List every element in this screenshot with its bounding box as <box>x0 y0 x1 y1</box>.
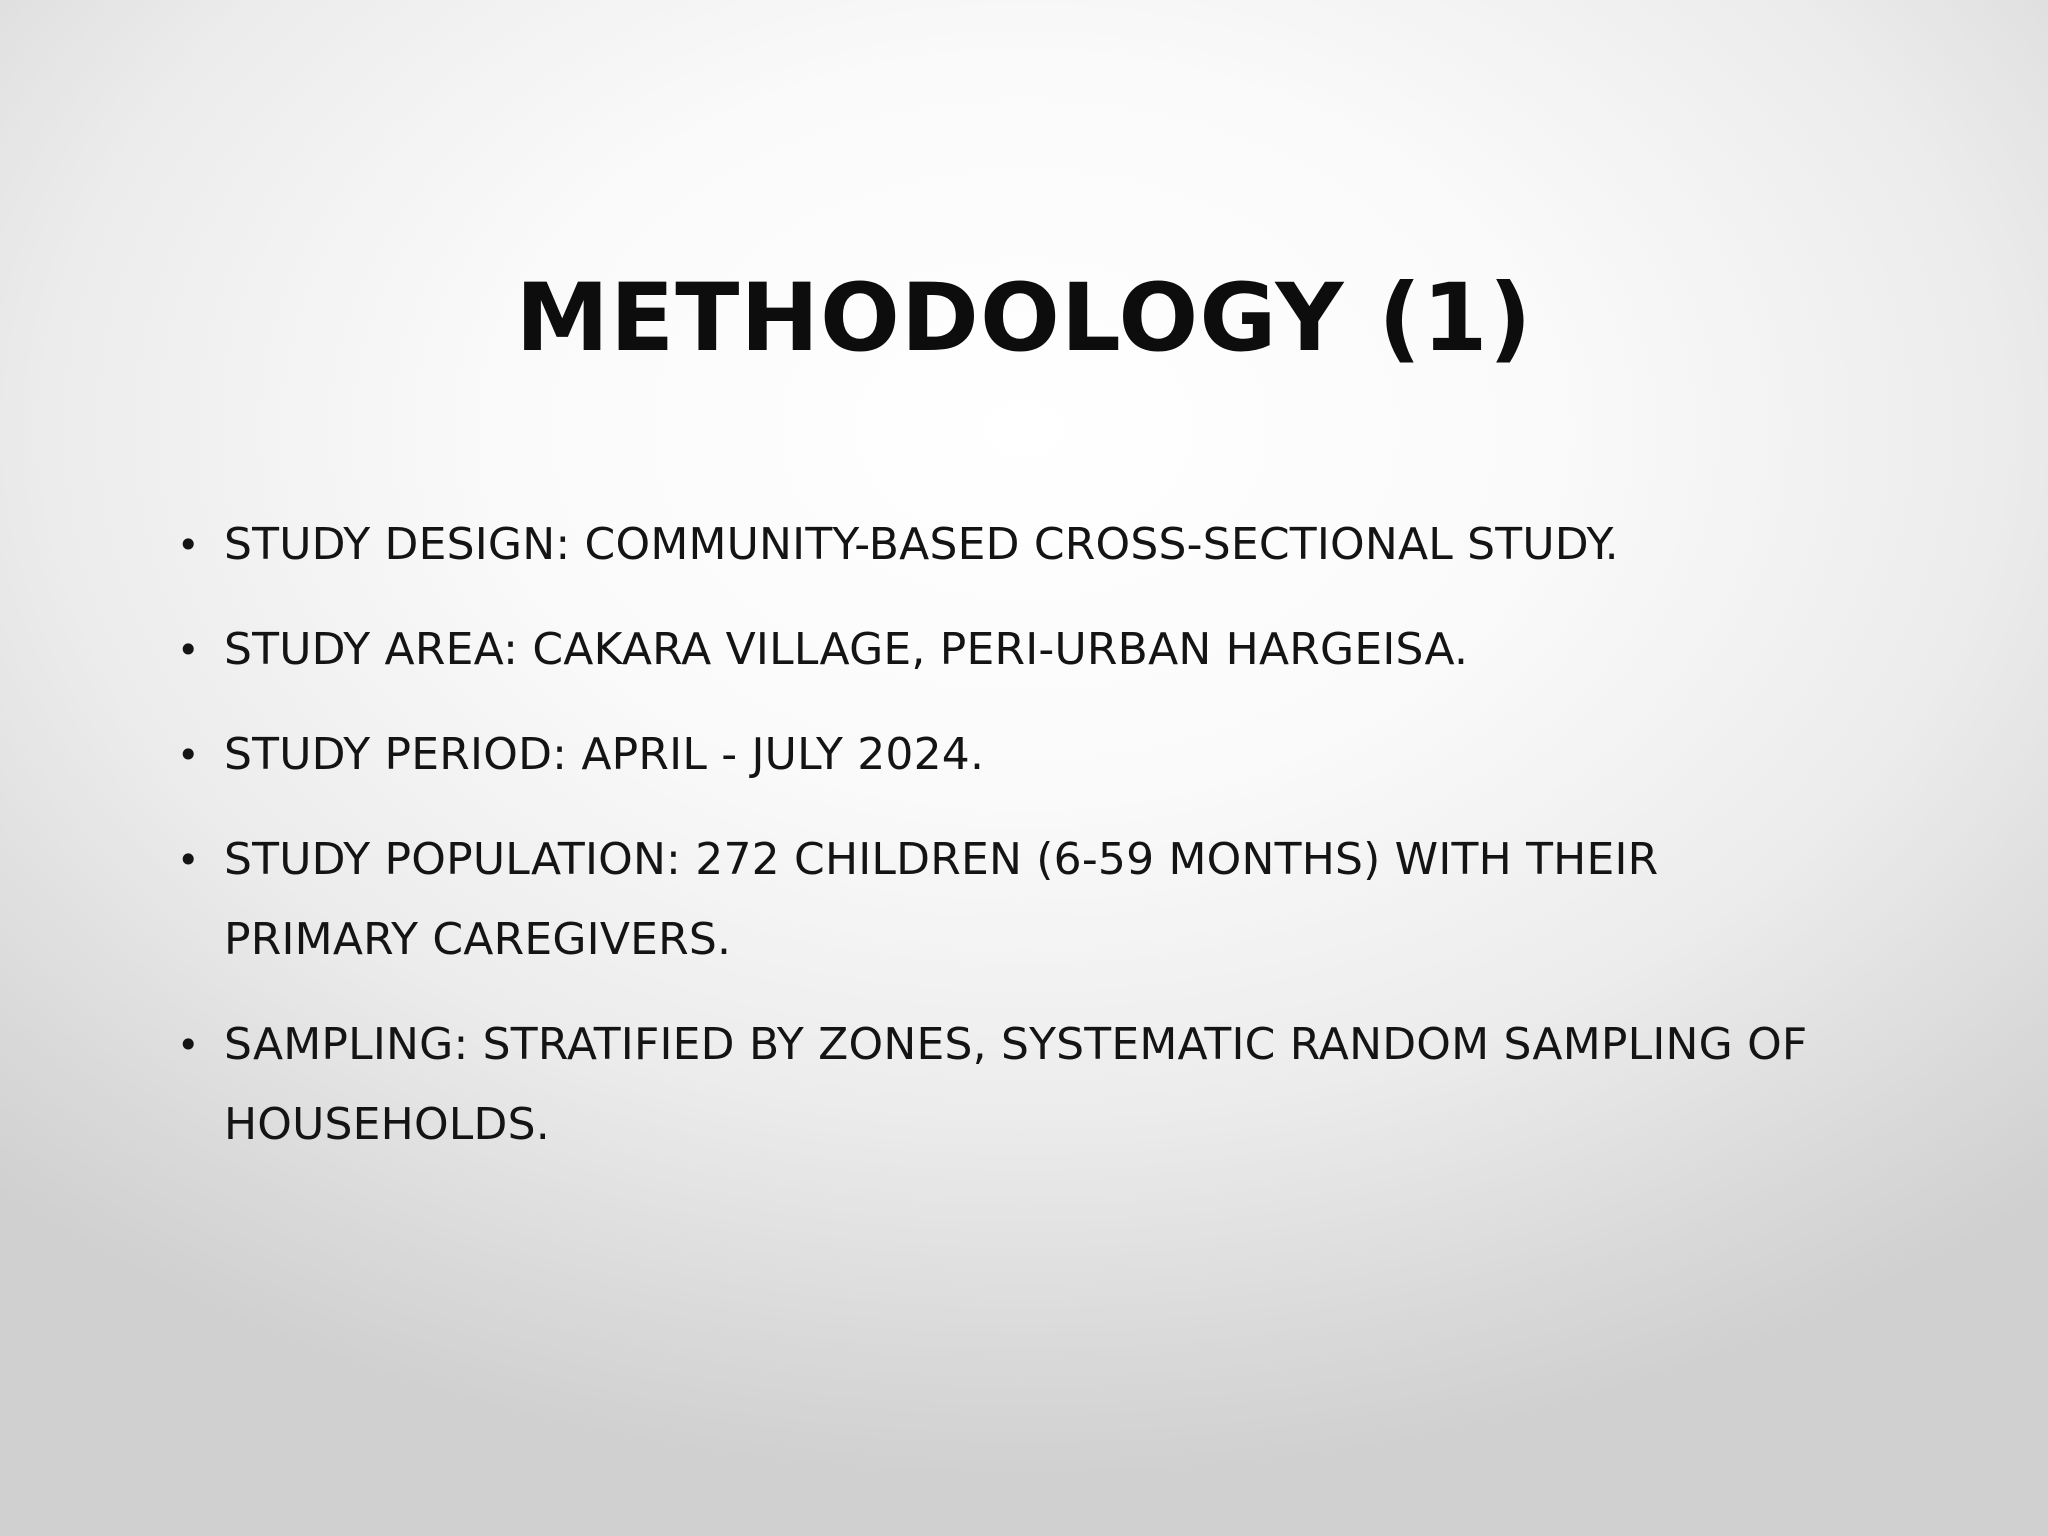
bullet-item-study-population <box>173 820 1893 980</box>
bullet-marker: • <box>177 838 200 882</box>
bullet-item-study-period <box>173 715 1893 795</box>
bullet-marker: • <box>177 733 200 777</box>
bullet-item-study-design <box>173 505 1893 585</box>
bullet-text: STUDY DESIGN: COMMUNITY-BASED CROSS-SECTIONAL STUDY. <box>224 519 1619 570</box>
bullet-list <box>173 505 1893 1190</box>
bullet-item-study-area <box>173 610 1893 690</box>
bullet-text: STUDY PERIOD: APRIL - JULY 2024. <box>224 729 985 780</box>
bullet-text: STUDY AREA: CAKARA VILLAGE, PERI-URBAN HARGEISA. <box>224 624 1469 675</box>
bullet-text: SAMPLING: STRATIFIED BY ZONES, SYSTEMATIC RANDOM SAMPLING OF HOUSEHOLDS. <box>224 1019 1808 1150</box>
bullet-marker: • <box>177 628 200 672</box>
slide-title: METHODOLOGY (1) <box>515 264 1533 373</box>
bullet-item-sampling <box>173 1005 1893 1165</box>
bullet-text: STUDY POPULATION: 272 CHILDREN (6-59 MONTHS) WITH THEIR PRIMARY CAREGIVERS. <box>224 834 1659 965</box>
bullet-marker: • <box>177 523 200 567</box>
bullet-marker: • <box>177 1023 200 1067</box>
